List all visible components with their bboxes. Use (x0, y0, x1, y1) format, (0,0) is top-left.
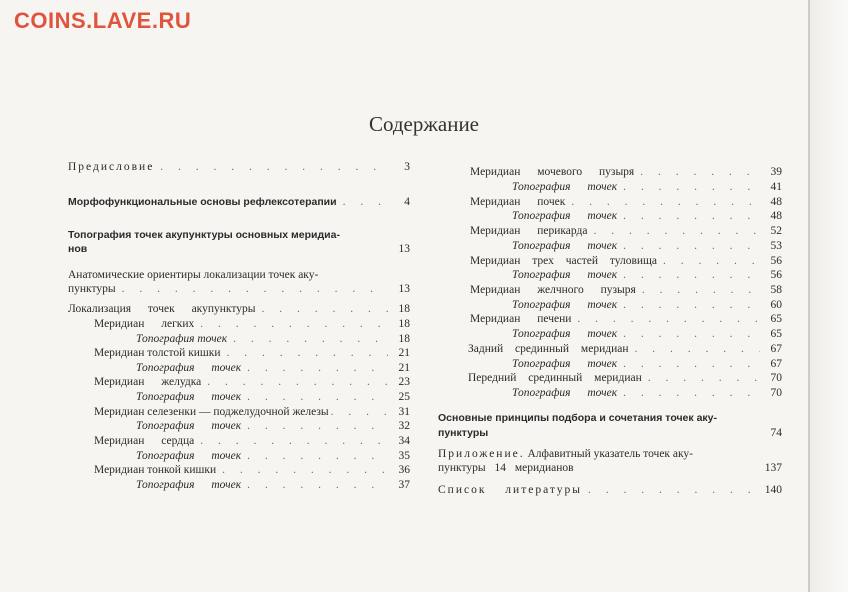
toc-entry-spisok: Список литературы . . . 140 (438, 483, 782, 497)
pril-label: Приложение. (438, 448, 525, 460)
toc-entry-meridian: Меридиан перикарда . . . 52 (470, 224, 782, 238)
toc-entry-meridian: Передний срединный меридиан . . . 70 (468, 371, 782, 385)
page-title: Содержание (368, 112, 480, 136)
toc-entry-topo-line2: нов 13 (68, 243, 410, 255)
toc-entry-topo-line1: Топография точек акупунктуры основных меридиа- (68, 229, 340, 241)
page-edge (808, 0, 810, 592)
toc-entry-topography: Топография точек . . . 32 (136, 419, 410, 433)
toc-entry-meridian: Меридиан сердца . . . 34 (94, 434, 410, 448)
toc-entry-topography: Топография точек . . . 56 (512, 268, 782, 282)
toc-entry-topography: Топография точек . . . 65 (512, 327, 782, 341)
toc-entry-morfo: Морфофункциональные основы рефлексотерапии . . . 4 (68, 195, 410, 209)
toc-entry-meridian: Меридиан толстой кишки . . . 21 (94, 346, 410, 360)
toc-entry-princ-line2: пунктуры 74 (438, 427, 782, 439)
toc-entry-topography: Топография точек . . . 53 (512, 239, 782, 253)
toc-entry-meridian: Меридиан тонкой кишки . . . 36 (94, 463, 410, 477)
toc-entry-meridian: Меридиан печени . . . 65 (470, 312, 782, 326)
toc-entry-topography: Топография точек . . . 21 (136, 361, 410, 375)
toc-entry-meridian: Меридиан почек . . . 48 (470, 195, 782, 209)
toc-entry-meridian: Меридиан трех частей туловища . . . 56 (470, 254, 782, 268)
toc-entry-meridian: Меридиан легких . . . 18 (94, 317, 410, 331)
toc-entry-topography: Топография точек . . . 48 (512, 209, 782, 223)
page-shadow (810, 0, 848, 592)
pril-desc: Алфавитный указатель точек аку- (527, 448, 693, 460)
toc-entry-topography: Топография точек . . . 70 (512, 386, 782, 400)
toc-entry-meridian: Меридиан селезенки — поджелудочной железы . . . 31 (94, 405, 410, 419)
toc-entry-topography: Топография точек . . . 25 (136, 390, 410, 404)
toc-entry-pril-line2: пунктуры 14 меридианов 137 (438, 462, 782, 474)
toc-entry-predislovie: Предисловие . . . 3 (68, 160, 410, 174)
toc-entry-topography: Топография точек . . . 60 (512, 298, 782, 312)
toc-entry-anat-line1: Анатомические ориентиры локализации точек аку- (68, 269, 319, 281)
watermark: COINS.LAVE.RU (14, 8, 192, 33)
toc-entry-meridian: Меридиан желудка . . . 23 (94, 375, 410, 389)
toc-entry-topography: Топография точек . . . 67 (512, 357, 782, 371)
toc-entry-topography: Топография точек . . . 37 (136, 478, 410, 492)
toc-entry-lokalizacia: Локализация точек акупунктуры . . . 18 (68, 302, 410, 316)
toc-entry-anat-line2: пунктуры . . . 13 (68, 282, 410, 296)
toc-entry-topography: Топография точек . . . 18 (136, 332, 410, 346)
toc-entry-meridian: Меридиан мочевого пузыря . . . 39 (470, 165, 782, 179)
toc-entry-meridian: Меридиан желчного пузыря . . . 58 (470, 283, 782, 297)
toc-entry-princ-line1: Основные принципы подбора и сочетания точек аку- (438, 412, 718, 424)
toc-entry-topography: Топография точек . . . 41 (512, 180, 782, 194)
toc-entry-topography: Топография точек . . . 35 (136, 449, 410, 463)
toc-entry-meridian: Задний срединный меридиан . . . 67 (468, 342, 782, 356)
toc-entry-pril-line1 (438, 447, 693, 461)
